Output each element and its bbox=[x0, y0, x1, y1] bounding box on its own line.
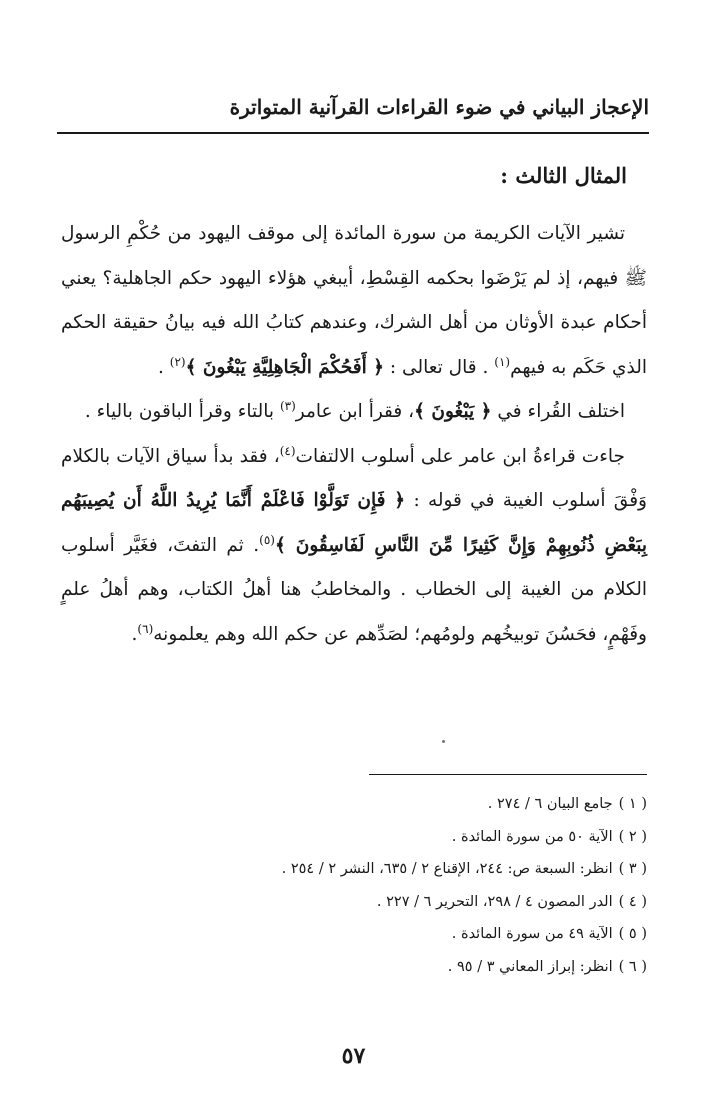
footnote-3 bbox=[61, 853, 647, 886]
footnote-1-text: جامع البيان ٦ / ٢٧٤ . bbox=[487, 796, 613, 812]
paragraph-2-text-1: اختلف القُراء في bbox=[497, 401, 625, 422]
quran-quote-1: ﴿ أَفَحُكْمَ الْجَاهِلِيَّةِ يَبْغُونَ ﴾ bbox=[185, 356, 385, 378]
paragraph-3 bbox=[61, 435, 647, 658]
footnote-6-number: ( ٦ ) bbox=[618, 958, 647, 975]
footnote-3-number: ( ٣ ) bbox=[618, 861, 647, 878]
footnote-5 bbox=[61, 918, 647, 951]
footnote-ref-3: (٣) bbox=[279, 398, 296, 413]
footnote-ref-5: (٥) bbox=[259, 532, 275, 547]
page-number: ٥٧ bbox=[341, 1043, 366, 1069]
footnote-3-text: انظر: السبعة ص: ٢٤٤، الإقناع ٢ / ٦٣٥، النشر ٢ / ٢٥٤ . bbox=[281, 861, 613, 878]
footnote-4-text: الدر المصون ٤ / ٢٩٨، التحرير ٦ / ٢٢٧ . bbox=[376, 893, 613, 910]
quran-quote-3: ﴿ فَإِن تَوَلَّوْا فَاعْلَمْ أَنَّمَا يُرِيدُ اللَّهُ أَن يُصِيبَهُم بِبَعْضِ ذُنُوبِهِمْ وَإِنَّ كَثِيرًا مِّنَ النَّاسِ لَفَاسِقُونَ ﴾ bbox=[61, 490, 647, 556]
paragraph-3-text-4: . bbox=[131, 623, 138, 645]
paragraph-3-text-3: . ثم التفتَ، فغَيَّر أسلوب الكلام من الغيبة إلى الخطاب . والمخاطبُ هنا أهلُ الكتاب، وهم أهلُ علمٍ وفَهْمٍ، فحَسُنَ توبيخُهم ولومُهم؛ لصَدِّهم عن حكم الله وهم يعلمونه bbox=[61, 534, 647, 645]
paragraph-1-text-2: . قال تعالى : bbox=[389, 356, 489, 378]
footnote-ref-4: (٤) bbox=[279, 443, 296, 458]
footnote-2-text: الآية ٥٠ من سورة المائدة . bbox=[451, 828, 613, 845]
footnote-rule bbox=[369, 774, 647, 775]
footnote-4-number: ( ٤ ) bbox=[618, 893, 647, 910]
footnote-4 bbox=[61, 886, 647, 919]
footnote-5-text: الآية ٤٩ من سورة المائدة . bbox=[451, 926, 613, 943]
footnote-6 bbox=[61, 951, 647, 984]
footnote-1-number: ( ١ ) bbox=[618, 796, 647, 812]
paragraph-1 bbox=[61, 212, 647, 390]
section-title: المثال الثالث : bbox=[500, 163, 627, 188]
body-text bbox=[61, 212, 647, 657]
stray-dot bbox=[442, 740, 445, 743]
header-rule bbox=[57, 132, 649, 134]
paragraph-2-text-3: بالتاء وقرأ الباقون بالياء . bbox=[84, 401, 275, 422]
paragraph-1-text-1: تشير الآيات الكريمة من سورة المائدة إلى موقف اليهود من حُكْمِ الرسول ﷺ فيهم، إذ لم يَرْضَوا بحكمه القِسْطِ، أيبغي هؤلاء اليهود حكم الجاهلية؟ يعني أحكام عبدة الأوثان من أهل الشرك، وعندهم كتابُ الله فيه بيانُ حقيقة الحكم الذي حَكَم به فيهم bbox=[61, 223, 647, 378]
footnote-6-text: انظر: إبراز المعاني ٣ / ٩٥ . bbox=[447, 958, 613, 975]
footnote-2-number: ( ٢ ) bbox=[618, 828, 647, 845]
running-header: الإعجاز البياني في ضوء القراءات القرآنية المتواترة bbox=[229, 95, 649, 119]
paragraph-2 bbox=[61, 390, 647, 435]
quran-quote-2: ﴿ يَبْغُونَ ﴾ bbox=[414, 401, 492, 422]
footnote-ref-6: (٦) bbox=[137, 621, 154, 636]
footnote-2 bbox=[61, 821, 647, 854]
footnote-1 bbox=[61, 788, 647, 821]
footnotes bbox=[61, 788, 647, 984]
footnote-5-number: ( ٥ ) bbox=[618, 926, 647, 943]
paragraph-3-text-2: ، فقد بدأ سياق الآيات بالكلام وَفْقَ أسلوب الغيبة في قوله : bbox=[61, 445, 647, 511]
footnote-ref-1: (١) bbox=[494, 354, 511, 369]
paragraph-3-text-1: جاءت قراءةُ ابن عامر على أسلوب الالتفات bbox=[295, 445, 625, 467]
footnote-ref-2: (٢) bbox=[169, 354, 186, 369]
paragraph-2-text-2: ، فقرأ ابن عامر bbox=[295, 401, 415, 422]
paragraph-1-text-3: . bbox=[157, 356, 164, 378]
